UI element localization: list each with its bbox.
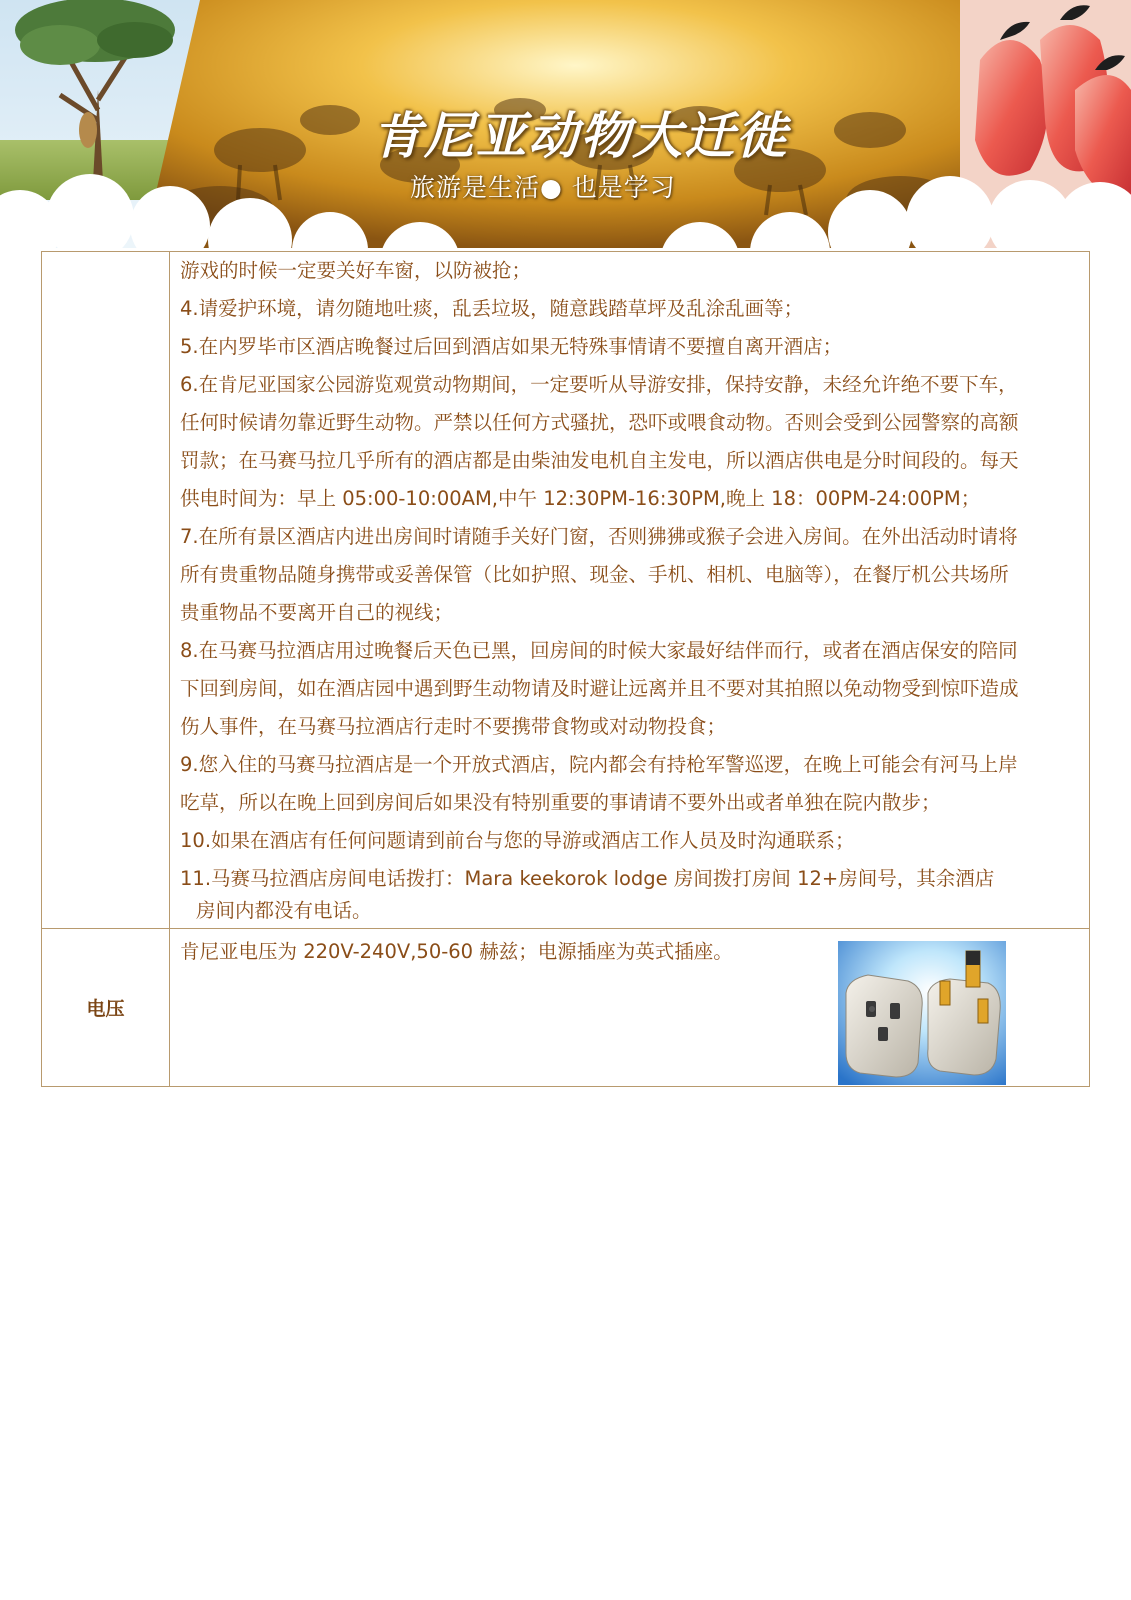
note-line: 5.在内罗毕市区酒店晚餐过后回到酒店如果无特殊事情请不要擅自离开酒店；: [180, 335, 843, 358]
note-line: 4.请爱护环境，请勿随地吐痰，乱丢垃圾，随意践踏草坪及乱涂乱画等；: [180, 297, 804, 320]
plug-adapter-image: [838, 941, 1006, 1085]
note-line: 下回到房间，如在酒店园中遇到野生动物请及时避让远离并且不要对其拍照以免动物受到惊吓造成: [180, 677, 1019, 700]
banner-title: 肯尼亚动物大迁徙: [372, 107, 788, 165]
info-table: [41, 251, 1090, 1087]
note-line: 供电时间为：早上 05:00-10:00AM,中午 12:30PM-16:30PM,晚上 18：00PM-24:00PM；: [180, 487, 981, 510]
note-line: 吃草，所以在晚上回到房间后如果没有特别重要的事请请不要外出或者单独在院内散步；: [180, 791, 941, 814]
note-line: 贵重物品不要离开自己的视线；: [180, 601, 454, 624]
note-line: 任何时候请勿靠近野生动物。严禁以任何方式骚扰，恐吓或喂食动物。否则会受到公园警察的高额: [180, 411, 1019, 434]
voltage-content: [170, 929, 1089, 1086]
note-line: 伤人事件，在马赛马拉酒店行走时不要携带食物或对动物投食；: [180, 715, 727, 738]
note-line: 游戏的时候一定要关好车窗，以防被抢；: [180, 259, 532, 282]
note-line-continued: 房间内都没有电话。: [196, 899, 372, 922]
note-line: 10.如果在酒店有任何问题请到前台与您的导游或酒店工作人员及时沟通联系；: [180, 829, 855, 852]
table-row-voltage: [42, 928, 1089, 1086]
voltage-text: 肯尼亚电压为 220V-240V,50-60 赫兹；电源插座为英式插座。: [180, 940, 733, 963]
row-label-notes: [42, 252, 170, 928]
note-line: 罚款；在马赛马拉几乎所有的酒店都是由柴油发电机自主发电，所以酒店供电是分时间段的。每天: [180, 449, 1019, 472]
note-line: 6.在肯尼亚国家公园游览观赏动物期间，一定要听从导游安排，保持安静，未经允许绝不要下车，: [180, 373, 1018, 396]
row-label-voltage: 电压: [42, 929, 170, 1086]
table-row-notes: [42, 252, 1089, 928]
note-line: 11.马赛马拉酒店房间电话拨打：Mara keekorok lodge 房间拨打房间 12+房间号，其余酒店: [180, 867, 995, 890]
header-banner: [0, 0, 1131, 262]
note-line: 9.您入住的马赛马拉酒店是一个开放式酒店，院内都会有持枪军警巡逻，在晚上可能会有河马上岸: [180, 753, 1018, 776]
note-line: 所有贵重物品随身携带或妥善保管（比如护照、现金、手机、相机、电脑等），在餐厅机公共场所: [180, 563, 1009, 586]
note-line: 7.在所有景区酒店内进出房间时请随手关好门窗，否则狒狒或猴子会进入房间。在外出活动时请将: [180, 525, 1018, 548]
notes-content: [170, 252, 1089, 928]
note-line: 8.在马赛马拉酒店用过晚餐后天色已黑，回房间的时候大家最好结伴而行，或者在酒店保安的陪同: [180, 639, 1018, 662]
banner-subtitle: 旅游是生活● 也是学习: [410, 173, 676, 202]
